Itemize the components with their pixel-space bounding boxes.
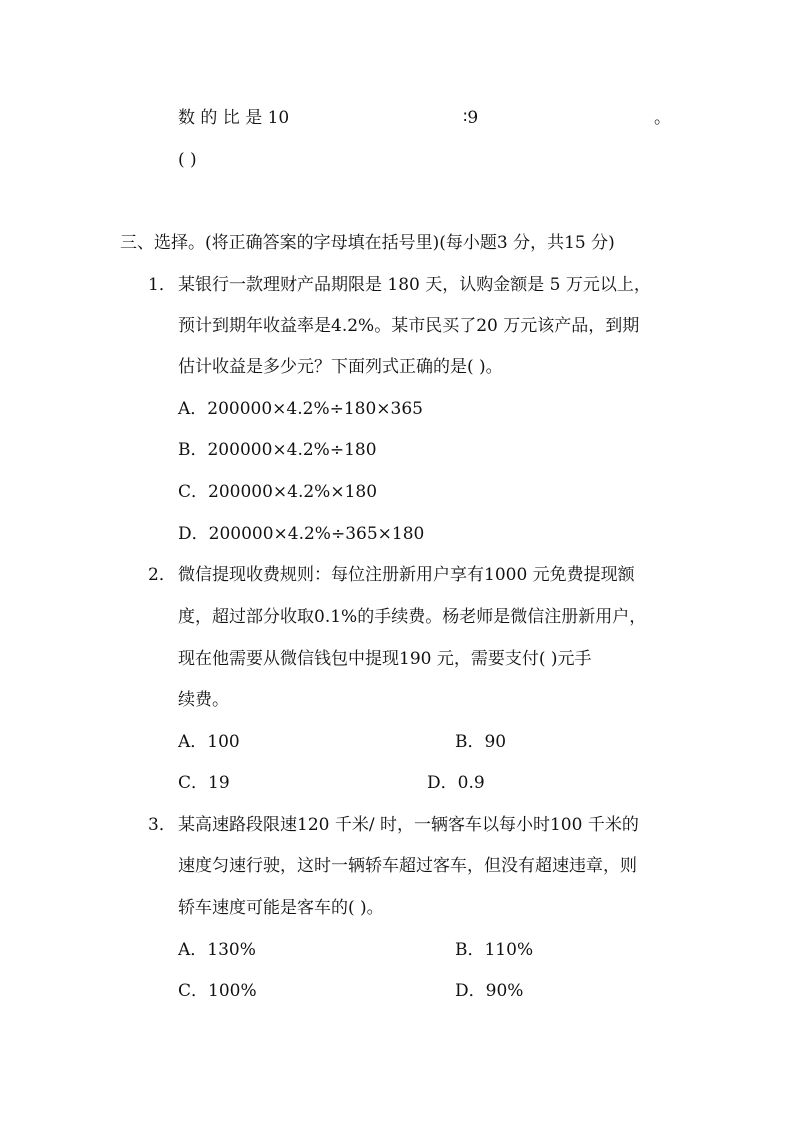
question-2-option-b: B．90 bbox=[455, 732, 507, 752]
question-1-option-a: A．200000×4.2%÷180×365 bbox=[178, 399, 423, 419]
question-1-option-b: B．200000×4.2%÷180 bbox=[178, 440, 377, 460]
question-2-option-c: C．19 bbox=[178, 773, 230, 793]
question-2-line-2: 度，超过部分收取0.1%的手续费。杨老师是微信注册新用户， bbox=[178, 607, 647, 627]
prev-ratio-mid: ∶9 bbox=[463, 108, 479, 128]
question-3-line-1: 某高速路段限速120 千米/ 时，一辆客车以每小时100 千米的 bbox=[178, 815, 639, 835]
prev-ratio-text: 数 的 比 是 10 bbox=[178, 108, 290, 128]
section-heading: 三、选择。(将正确答案的字母填在括号里)(每小题3 分，共15 分) bbox=[120, 233, 615, 253]
question-1-line-3: 估计收益是多少元？下面列式正确的是( )。 bbox=[178, 357, 503, 377]
prev-period: 。 bbox=[654, 108, 671, 128]
question-2-line-4: 续费。 bbox=[178, 690, 229, 710]
question-3-line-2: 速度匀速行驶，这时一辆轿车超过客车，但没有超速违章，则 bbox=[178, 856, 637, 876]
question-1-line-2: 预计到期年收益率是4.2%。某市民买了20 万元该产品，到期 bbox=[178, 316, 640, 336]
question-2-number: 2． bbox=[148, 565, 176, 585]
question-2-option-d: D．0.9 bbox=[427, 773, 485, 793]
question-3-number: 3． bbox=[148, 815, 176, 835]
question-2-line-1: 微信提现收费规则：每位注册新用户享有1000 元免费提现额 bbox=[178, 565, 635, 585]
question-1-line-1: 某银行一款理财产品期限是 180 天，认购金额是 5 万元以上， bbox=[178, 275, 651, 295]
question-2-line-3: 现在他需要从微信钱包中提现190 元，需要支付( )元手 bbox=[178, 649, 592, 669]
prev-answer-bracket: ( ) bbox=[178, 150, 197, 170]
question-1-option-c: C．200000×4.2%×180 bbox=[178, 482, 378, 502]
question-2-option-a: A．100 bbox=[178, 732, 240, 752]
question-3-option-a: A．130% bbox=[178, 940, 256, 960]
question-1-number: 1． bbox=[148, 275, 176, 295]
question-3-option-b: B．110% bbox=[455, 940, 534, 960]
question-3-line-3: 轿车速度可能是客车的( )。 bbox=[178, 898, 384, 918]
question-3-option-d: D．90% bbox=[455, 981, 524, 1001]
question-1-option-d: D．200000×4.2%÷365×180 bbox=[178, 524, 425, 544]
question-3-option-c: C．100% bbox=[178, 981, 257, 1001]
